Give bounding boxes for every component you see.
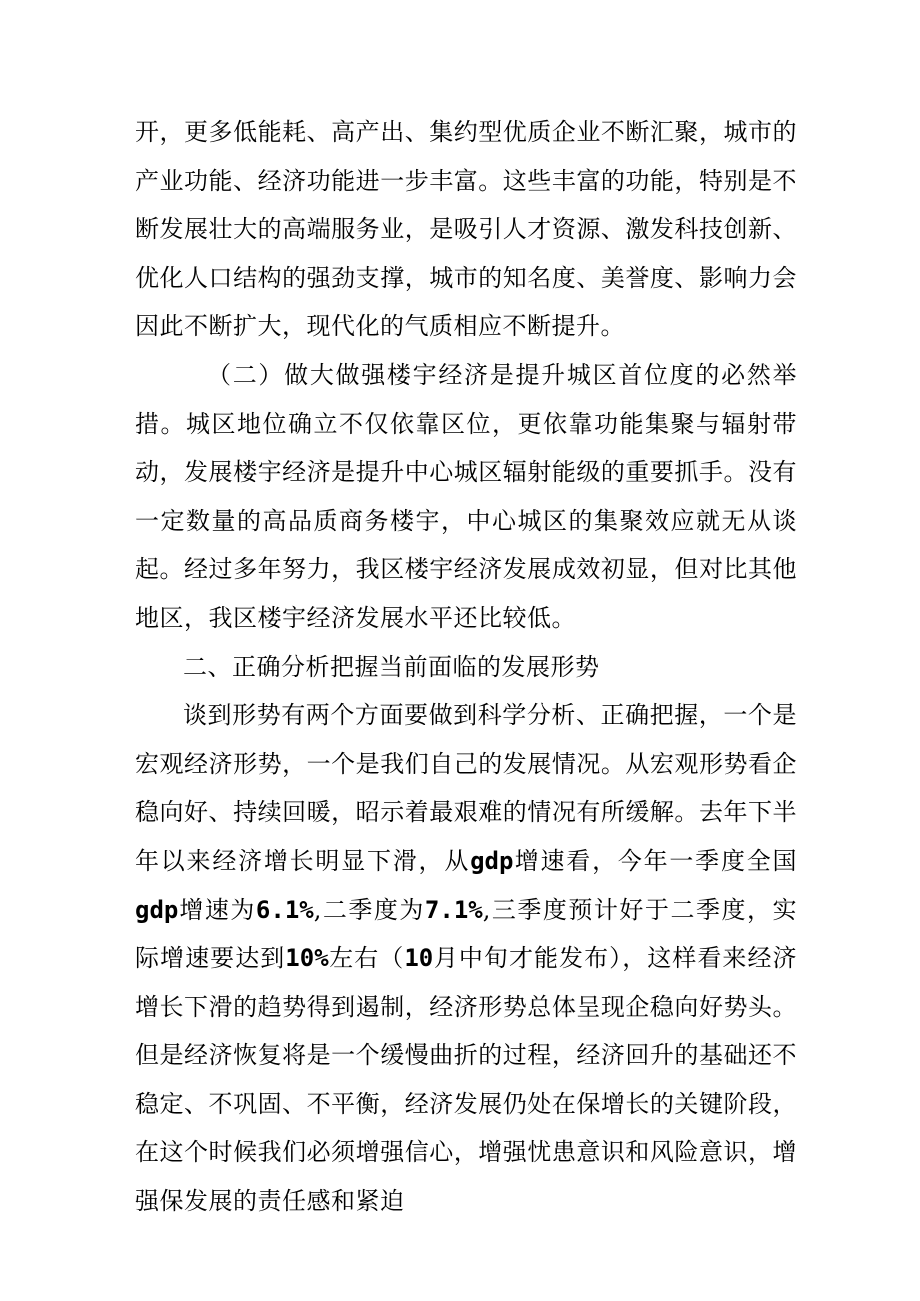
text-segment: 左右（ [328,944,405,973]
q1-growth-value: 6.1% [255,895,314,924]
paragraph-situation-analysis [135,691,797,1226]
text-segment: 增速看，今年一季度全国 [513,846,798,875]
text-segment: 增速为 [178,895,256,924]
text-segment: ,三季度预计好于二季度，实际增速要达到 [135,895,797,973]
text-segment: ,二季度为 [313,895,425,924]
section-heading: 二、正确分析把握当前面临的发展形势 [183,652,600,681]
paragraph-section-2: （二）做大做强楼宇经济是提升城区首位度的必然举措。城区地位确立不仅依靠区位，更依靠功能集聚与辐射带动，发展楼宇经济是提升中心城区辐射能级的重要抓手。没有一定数量的高品质商务楼宇，中心城区的集聚效应就无从谈起。经过多年努力，我区楼宇经济发展成效初显，但对比其他地区，我区楼宇经济发展水平还比较低。 [135,360,797,632]
text-segment: 月中旬才能发布），这样看来经济增长下滑的趋势得到遏制，经济形势总体呈现企稳向好势头。但是经济恢复将是一个缓慢曲折的过程，经济回升的基础还不稳定、不巩固、不平衡，经济发展仍处在保增长的关键阶段，在这个时候我们必须增强信心，增强忧患意识和风险意识，增强保发展的责任感和紧迫 [135,944,798,1216]
text-segment: 谈到形势有两个方面要做到科学分析、正确把握，一个是宏观经济形势，一个是我们自己的发展情况。从宏观形势看企稳向好、持续回暖，昭示着最艰难的情况有所缓解。去年下半年以来经济增长明显下滑，从 [135,701,797,875]
gdp-term: gdp [135,895,179,924]
q2-growth-value: 7.1% [424,895,483,924]
paragraph-continued: 开，更多低能耗、高产出、集约型优质企业不断汇聚，城市的产业功能、经济功能进一步丰富。这些丰富的功能，特别是不断发展壮大的高端服务业，是吸引人才资源、激发科技创新、优化人口结构的强劲支撑，城市的知名度、美誉度、影响力会因此不断扩大，现代化的气质相应不断提升。 [135,118,797,341]
target-growth-value: 10% [285,944,329,973]
month-number: 10 [404,944,434,973]
document-body [135,108,797,1226]
gdp-term: gdp [470,846,514,875]
